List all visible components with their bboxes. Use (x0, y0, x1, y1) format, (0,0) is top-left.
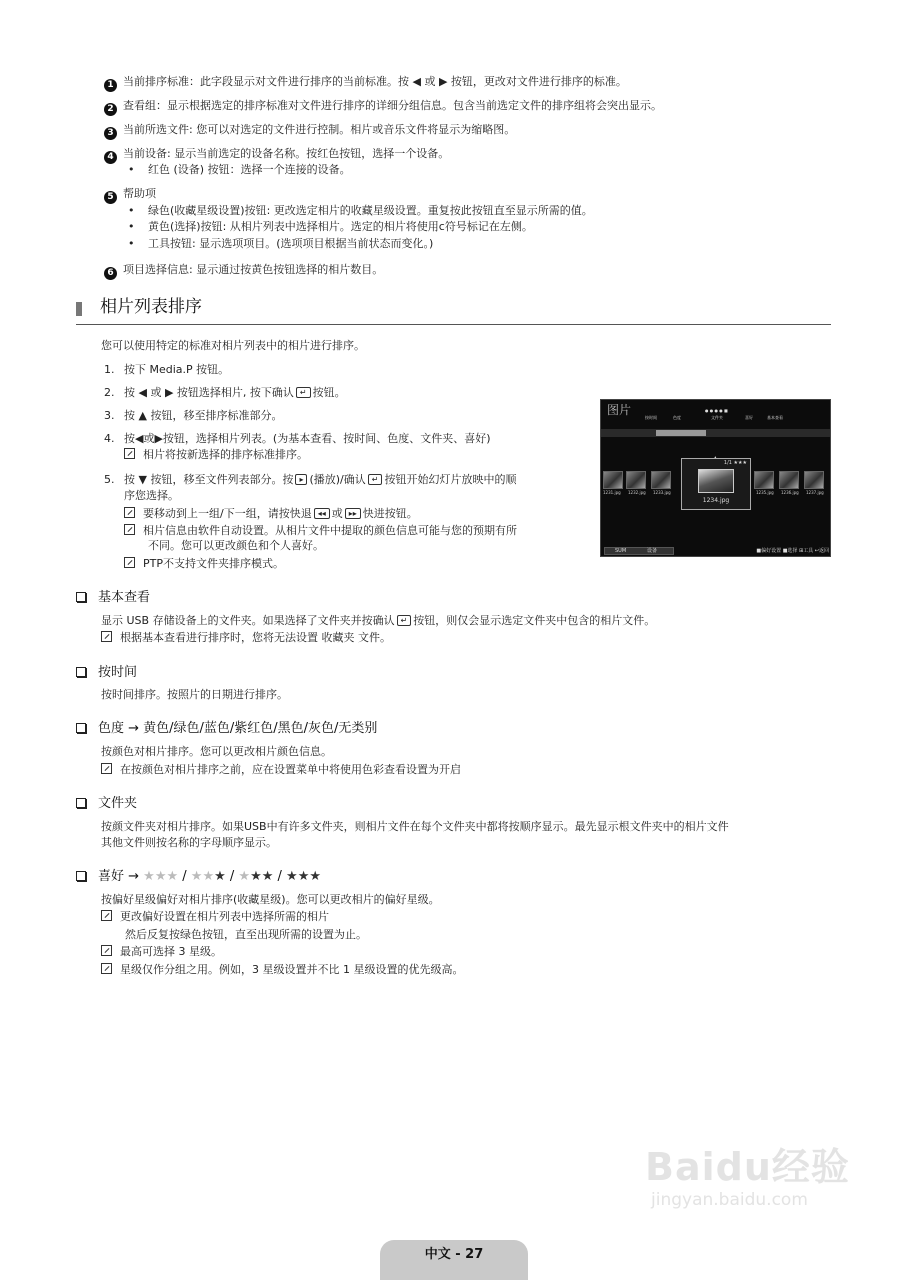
star-rating-2: ★★★ (190, 869, 226, 884)
basic-note (101, 630, 391, 646)
thumb-2 (626, 471, 646, 489)
note-text: 星级仅作分组之用。例如，3 星级设置并不比 1 星级设置的优先级高。 (120, 963, 464, 976)
step-text: 按 ▲ 按钮，移至排序标准部分。 (124, 409, 283, 422)
color-body: 按颜色对相片排序。您可以更改相片颜色信息。 (101, 745, 332, 758)
step-number: 4. (104, 432, 115, 445)
legend-item-4-bullet: • 红色 (设备) 按钮：选择一个连接的设备。 (128, 163, 351, 176)
tv-selected-item (681, 458, 751, 510)
watermark-url: jingyan.baidu.com (651, 1190, 808, 1210)
play-icon: ▸ (295, 474, 307, 485)
legend-item-1 (104, 74, 627, 92)
thumb-1 (603, 471, 623, 489)
legend-text-2: 查看组：显示根据选定的排序标准对文件进行排序的详细分组信息。包含当前选定文件的排序组将会突出显示。 (123, 99, 662, 112)
baidu-watermark (645, 1145, 850, 1211)
tv-screen-illustration (600, 399, 831, 557)
legend-item-3 (104, 122, 515, 140)
tv-footer (601, 544, 831, 557)
subsection-folder (76, 796, 137, 812)
tv-tab-time: 按时间 (645, 415, 657, 420)
step-4-note (124, 447, 308, 463)
star-rating-1: ★★★ (143, 869, 179, 884)
tv-sel-badge: 1/1 ★★★ (723, 460, 747, 466)
tv-page-dots: ● ● ● ● ■ (705, 408, 728, 413)
step-number: 1. (104, 363, 115, 376)
note-text: 最高可选择 3 星级。 (120, 945, 222, 958)
tv-tab-color: 色度 (673, 415, 681, 420)
note-text-mid: 或 (331, 507, 343, 520)
legend-text-6: 项目选择信息: 显示通过按黄色按钮选择的相片数目。 (123, 263, 384, 276)
bullet-text: 工具按钮: 显示选项项目。(选项项目根据当前状态而变化。) (148, 237, 434, 250)
star-rating-4: ★★★ (286, 869, 322, 884)
tv-foot-help: ■偏好设置 ■选择 ⊞工具 ↩返回 (756, 548, 829, 554)
basic-body (101, 613, 655, 629)
fav-note-1 (101, 909, 329, 925)
tv-tab-fav: 喜好 (745, 415, 753, 420)
legend-item-2 (104, 98, 662, 116)
note-text-end: 快进按钮。 (362, 507, 418, 520)
circle-number-3: 3 (104, 127, 117, 140)
subsection-time (76, 665, 137, 681)
note-icon (101, 631, 112, 642)
star-rating-3: ★★★ (238, 869, 274, 884)
thumb-caption: 1235.jpg (756, 490, 774, 495)
tv-foot-sum: SUM (615, 548, 627, 554)
bullet-text: 绿色(收藏星级设置)按钮: 更改选定相片的收藏星级设置。重复按此按钮直至显示所需的值。 (148, 204, 593, 217)
checkbox-square-icon (76, 592, 86, 602)
folder-body-1: 按颜文件夹对相片排序。如果USB中有许多文件夹，则相片文件在每个文件夹中都将按顺序显示。最先显示根文件夹中的相片文件 (101, 820, 729, 833)
step-5 (104, 472, 516, 488)
step-text: 按◀或▶按钮，选择相片列表。(为基本查看、按时间、色度、文件夹、喜好) (124, 432, 491, 445)
circle-number-5: 5 (104, 191, 117, 204)
body-text: 显示 USB 存储设备上的文件夹。如果选择了文件夹并按确认 (101, 614, 395, 627)
subsection-title: 按时间 (98, 665, 138, 680)
note-icon (124, 524, 135, 535)
thumb-caption: 1236.jpg (781, 490, 799, 495)
subsection-color (76, 721, 377, 737)
note-icon (101, 963, 112, 974)
legend-text-3: 当前所选文件: 您可以对选定的文件进行控制。相片或音乐文件将显示为缩略图。 (123, 123, 516, 136)
thumb-4 (754, 471, 774, 489)
color-note (101, 762, 461, 778)
thumb-caption: 1237.jpg (806, 490, 824, 495)
tv-foot-device: 设备 (647, 548, 658, 554)
subsection-basic (76, 590, 150, 606)
note-icon (124, 507, 135, 518)
thumb-6 (804, 471, 824, 489)
note-text: 相片信息由软件自动设置。从相片文件中提取的颜色信息可能与您的预期有所 (143, 524, 517, 537)
checkbox-square-icon (76, 723, 86, 733)
legend-text-5: 帮助项 (123, 187, 156, 200)
section-title: 相片列表排序 (100, 297, 202, 317)
step-text: 按 ◀ 或 ▶ 按钮选择相片, 按下确认 (124, 386, 294, 399)
step-2 (104, 385, 346, 401)
legend-item-6 (104, 262, 383, 280)
step-text: 按下 Media.P 按钮。 (124, 363, 230, 376)
step-5-note-2 (124, 523, 517, 539)
fav-note-1-cont: 然后反复按绿色按钮，直至出现所需的设置为止。 (125, 928, 367, 941)
step-text-mid: (播放)/确认 (309, 473, 366, 486)
legend-text-1: 当前排序标准：此字段显示对文件进行排序的当前标准。按 ◀ 或 ▶ 按钮，更改对文件进行排序的标准。 (123, 75, 627, 88)
tv-title: 图片 (607, 403, 632, 417)
checkbox-square-icon (76, 798, 86, 808)
step-5-note-1 (124, 506, 418, 522)
step-text-end: 按钮。 (312, 386, 346, 399)
fav-note-3 (101, 962, 464, 978)
legend-item-5 (104, 186, 156, 204)
fast-forward-icon: ▸▸ (345, 508, 361, 519)
step-5-cont: 序您选择。 (124, 489, 179, 502)
circle-number-2: 2 (104, 103, 117, 116)
step-4 (104, 431, 491, 447)
tv-group-bar (601, 429, 831, 437)
bullet-text: 黄色(选择)按钮: 从相片列表中选择相片。选定的相片将使用c符号标记在左侧。 (148, 220, 533, 233)
step-1 (104, 362, 229, 378)
subsection-title: 基本查看 (98, 590, 151, 605)
watermark-brand: Baidu经验 (645, 1145, 850, 1189)
section-intro: 您可以使用特定的标准对相片列表中的相片进行排序。 (101, 339, 365, 352)
tv-group-highlight (656, 430, 706, 436)
subsection-title: 文件夹 (98, 796, 138, 811)
note-text: 在按颜色对相片排序之前，应在设置菜单中将使用色彩查看设置为开启 (120, 763, 461, 776)
note-text: 相片将按新选择的排序标准排序。 (143, 448, 308, 461)
step-3 (104, 408, 282, 424)
step-number: 5. (104, 473, 115, 486)
fav-note-2 (101, 944, 222, 960)
tv-selected-thumb (698, 469, 734, 493)
tv-tab-folder: 文件夹 (711, 415, 723, 420)
thumb-caption: 1232.jpg (628, 490, 646, 495)
enter-icon: ↵ (397, 615, 412, 626)
note-text: 要移动到上一组/下一组，请按快退 (143, 507, 312, 520)
thumb-5 (779, 471, 799, 489)
folder-body-2: 其他文件则按名称的字母顺序显示。 (101, 836, 277, 849)
time-body: 按时间排序。按照片的日期进行排序。 (101, 688, 288, 701)
checkbox-square-icon (76, 871, 86, 881)
subsection-title: 喜好 → (98, 869, 144, 884)
note-icon (101, 910, 112, 921)
thumb-3 (651, 471, 671, 489)
fav-body: 按偏好星级偏好对相片排序(收藏星级)。您可以更改相片的偏好星级。 (101, 893, 440, 906)
bullet-text: 红色 (设备) 按钮：选择一个连接的设备。 (148, 163, 351, 176)
thumb-caption: 1231.jpg (603, 490, 621, 495)
enter-icon: ↵ (368, 474, 383, 485)
circle-number-6: 6 (104, 267, 117, 280)
note-icon (124, 557, 135, 568)
step-5-note-3 (124, 556, 284, 572)
legend-item-5-bullet-3: • 工具按钮: 显示选项项目。(选项项目根据当前状态而变化。) (128, 237, 434, 250)
step-text: 按 ▼ 按钮，移至文件列表部分。按 (124, 473, 294, 486)
page-number: 中文 - 27 (380, 1240, 528, 1280)
checkbox-square-icon (76, 667, 86, 677)
subsection-fav: 喜好 → ★★★ / ★★★ / ★★★ / ★★★ (76, 869, 321, 885)
legend-item-5-bullet-2: • 黄色(选择)按钮: 从相片列表中选择相片。选定的相片将使用c符号标记在左侧。 (128, 220, 533, 233)
legend-item-5-bullet-1: • 绿色(收藏星级设置)按钮: 更改选定相片的收藏星级设置。重复按此按钮直至显示所需的值。 (128, 204, 593, 217)
thumb-caption: 1233.jpg (653, 490, 671, 495)
note-icon (101, 945, 112, 956)
section-rule (76, 324, 831, 325)
subsection-title: 色度 → 黄色/绿色/蓝色/紫红色/黑色/灰色/无类别 (98, 721, 378, 736)
step-text-end: 按钮开始幻灯片放映中的顺 (384, 473, 517, 486)
note-text: 根据基本查看进行排序时，您将无法设置 收藏夹 文件。 (120, 631, 391, 644)
note-icon (124, 448, 135, 459)
step-number: 3. (104, 409, 115, 422)
note-text: PTP不支持文件夹排序模式。 (143, 557, 284, 570)
note-text: 更改偏好设置在相片列表中选择所需的相片 (120, 910, 329, 923)
step-number: 2. (104, 386, 115, 399)
section-marker (76, 302, 82, 316)
circle-number-4: 4 (104, 151, 117, 164)
tv-sel-caption: 1234.jpg (702, 497, 730, 504)
tv-tab-basic: 基本查看 (767, 415, 783, 420)
enter-icon: ↵ (296, 387, 311, 398)
note-icon (101, 763, 112, 774)
step-5-note-2-cont: 不同。您可以更改颜色和个人喜好。 (148, 539, 324, 552)
legend-text-4: 当前设备: 显示当前选定的设备名称。按红色按钮，选择一个设备。 (123, 147, 450, 160)
rewind-icon: ◂◂ (314, 508, 330, 519)
circle-number-1: 1 (104, 79, 117, 92)
body-text-end: 按钮，则仅会显示选定文件夹中包含的相片文件。 (413, 614, 656, 627)
